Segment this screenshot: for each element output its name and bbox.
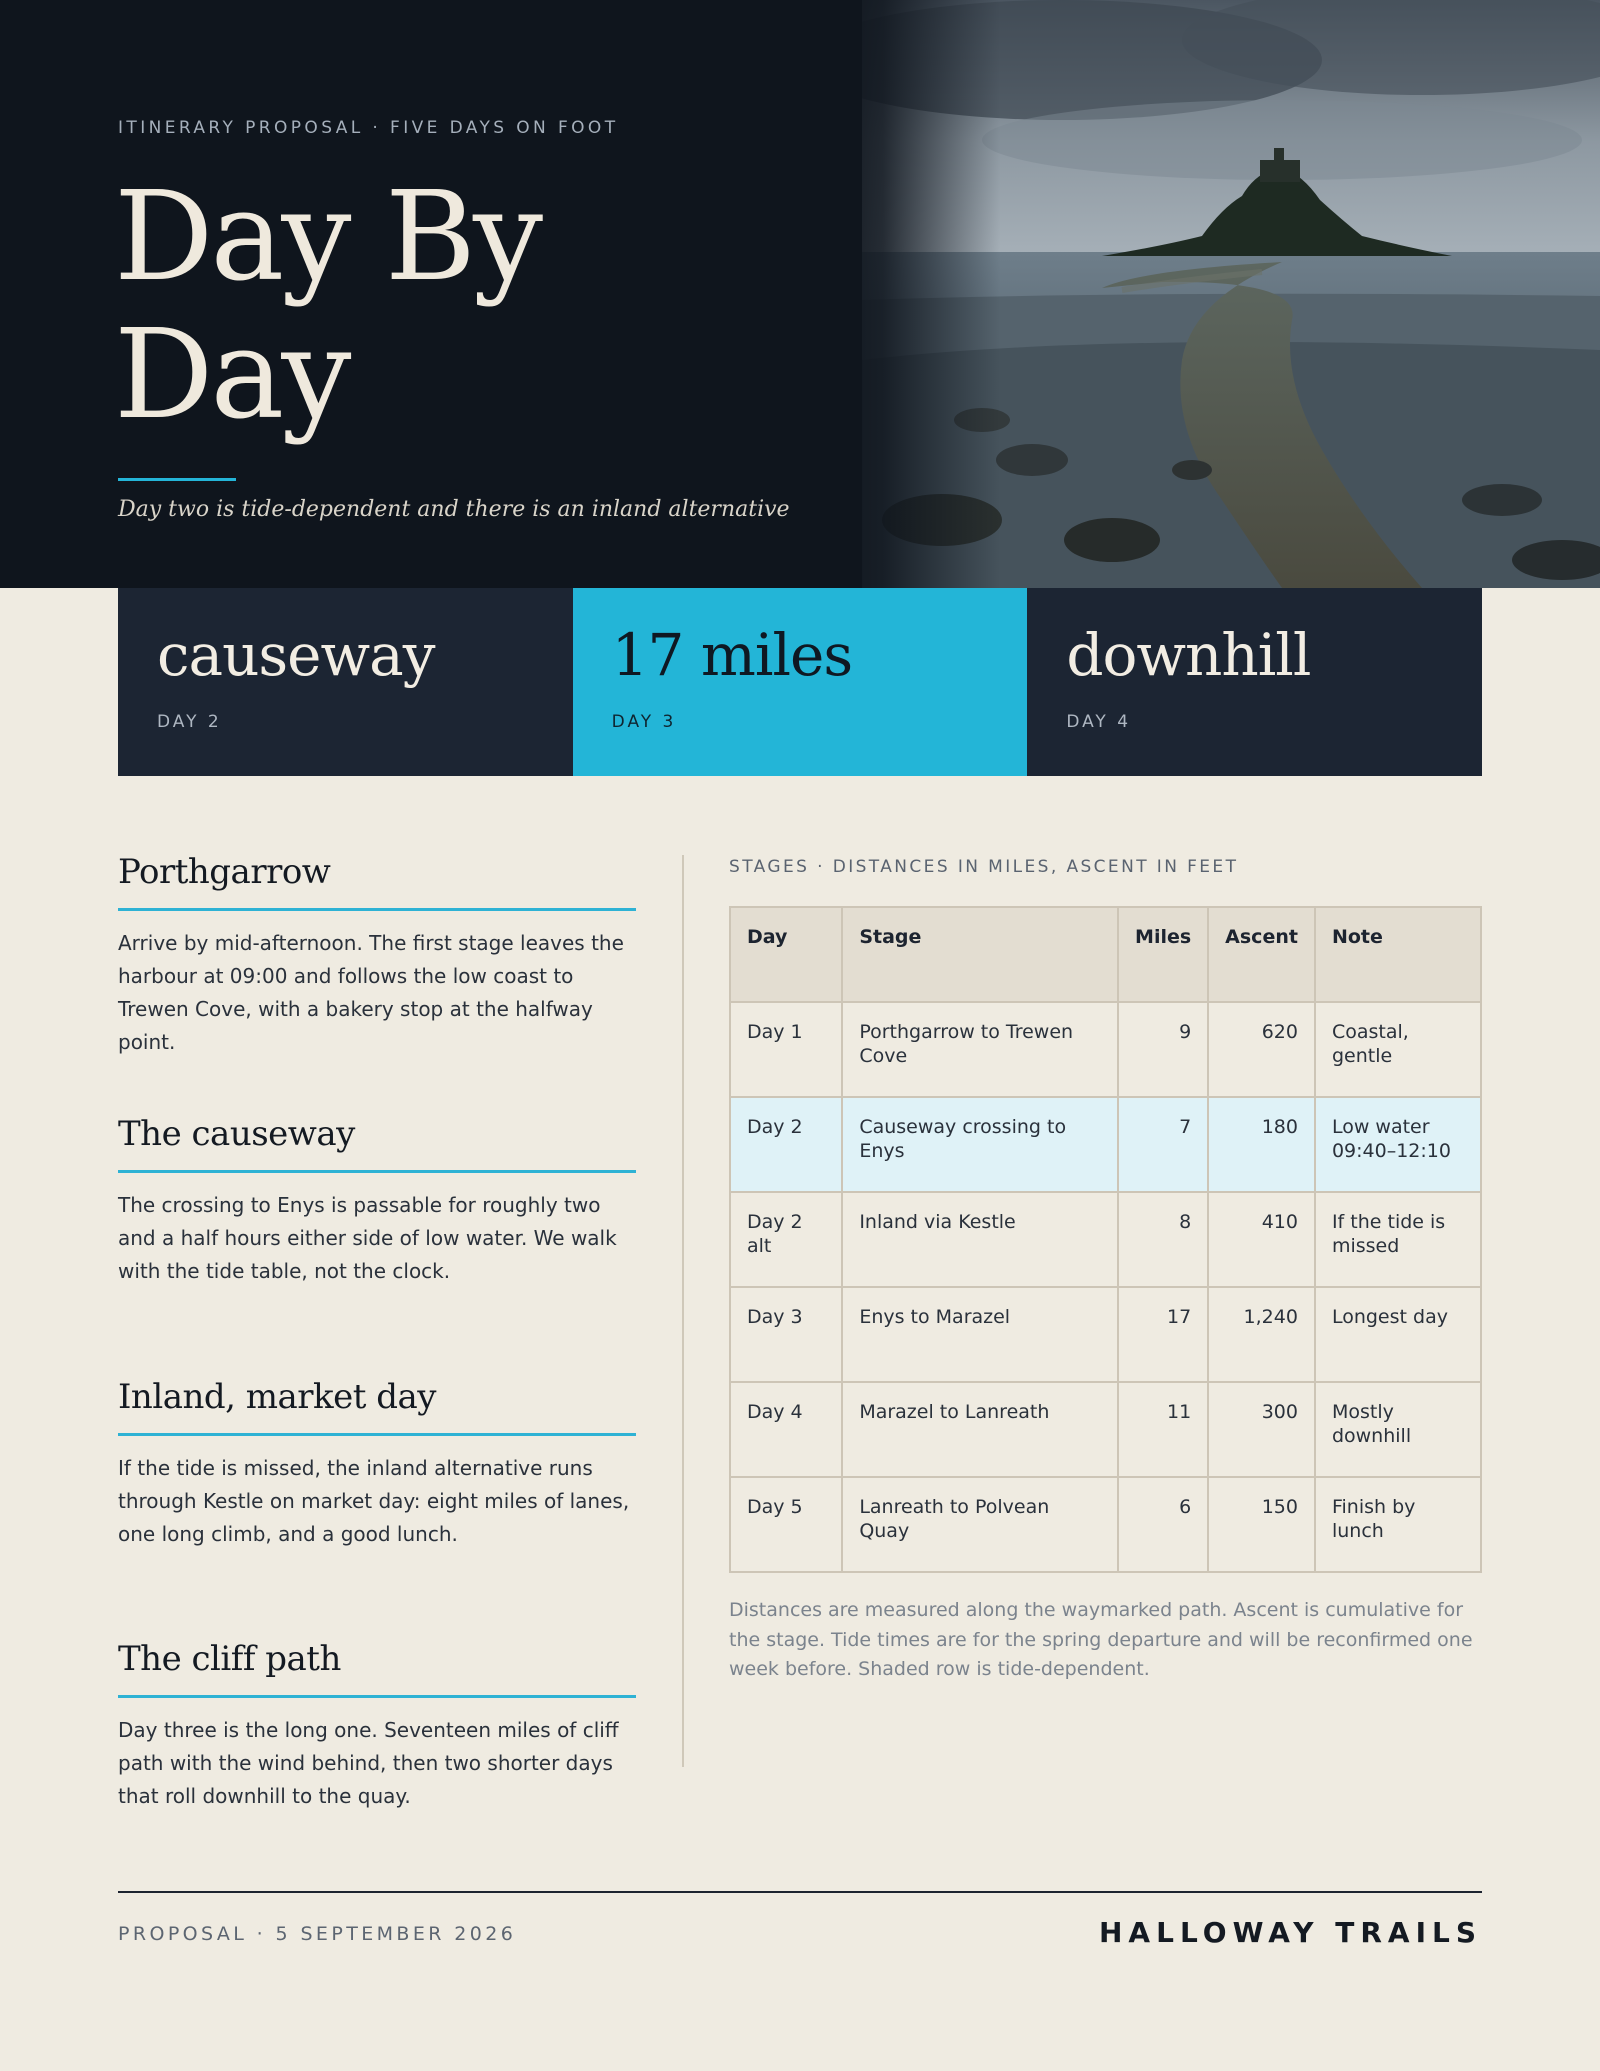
cell-miles: 17 (1118, 1287, 1208, 1382)
cell-note: Mostly downhill (1315, 1382, 1481, 1477)
table-header-row (730, 907, 1481, 1002)
stat-label: DAY 4 (1066, 711, 1132, 732)
table-footnote: Distances are measured along the waymarked path. Ascent is cumulative for the stage. Tide times are for the spring departure and will be reconfirmed one week before. Shaded row is tide-dependent. (729, 1599, 1473, 1680)
cell-stage: Inland via Kestle (842, 1192, 1118, 1287)
stat-band (118, 588, 1482, 776)
cell-note: Low water 09:40–12:10 (1315, 1097, 1481, 1192)
section-body: The crossing to Enys is passable for roughly two and a half hours either side of low water. We walk with the tide table, not the clock. (118, 1193, 617, 1283)
cell-miles: 11 (1118, 1382, 1208, 1477)
header-stage: Stage (842, 907, 1118, 1002)
cell-ascent: 620 (1208, 1002, 1315, 1097)
stat-value: 17 miles (611, 621, 853, 689)
section-rule (118, 1170, 636, 1173)
section-cliff-path (118, 1639, 636, 1813)
cell-day: Day 4 (730, 1382, 842, 1477)
header-ascent: Ascent (1208, 907, 1315, 1002)
table-row (730, 1287, 1481, 1382)
hero-subtitle: Day two is tide-dependent and there is an inland alternative (118, 497, 790, 522)
header-day: Day (730, 907, 842, 1002)
cell-note: Finish by lunch (1315, 1477, 1481, 1572)
accent-rule (118, 478, 236, 481)
hero-banner (0, 0, 1600, 588)
table-row (730, 1477, 1481, 1572)
cell-ascent: 1,240 (1208, 1287, 1315, 1382)
stat-value: causeway (157, 621, 435, 689)
header-note: Note (1315, 907, 1481, 1002)
cell-miles: 7 (1118, 1097, 1208, 1192)
section-causeway (118, 1114, 636, 1288)
cell-day: Day 3 (730, 1287, 842, 1382)
section-heading: The cliff path (118, 1639, 341, 1679)
page-title: Day By Day (114, 165, 540, 447)
cell-day: Day 2 (730, 1097, 842, 1192)
section-porthgarrow (118, 852, 636, 1059)
section-heading: Porthgarrow (118, 852, 331, 892)
table-row (730, 1002, 1481, 1097)
stat-day-2 (118, 588, 573, 776)
hero-eyebrow: ITINERARY PROPOSAL · FIVE DAYS ON FOOT (118, 118, 619, 138)
cell-note: Coastal, gentle (1315, 1002, 1481, 1097)
stat-day-4 (1027, 588, 1482, 776)
section-inland (118, 1377, 636, 1551)
stat-label: DAY 3 (611, 711, 677, 732)
cell-stage: Enys to Marazel (842, 1287, 1118, 1382)
stat-day-3 (573, 588, 1028, 776)
cell-note: If the tide is missed (1315, 1192, 1481, 1287)
cell-stage: Causeway crossing to Enys (842, 1097, 1118, 1192)
footer-date: PROPOSAL · 5 SEPTEMBER 2026 (118, 1923, 517, 1945)
section-body: Arrive by mid-afternoon. The first stage leaves the harbour at 09:00 and follows the low coast to Trewen Cove, with a bakery stop at the halfway point. (118, 931, 624, 1054)
stat-label: DAY 2 (157, 711, 222, 732)
cell-day: Day 1 (730, 1002, 842, 1097)
cell-day: Day 2 alt (730, 1192, 842, 1287)
section-rule (118, 1433, 636, 1436)
section-heading: The causeway (118, 1114, 355, 1154)
cell-miles: 9 (1118, 1002, 1208, 1097)
table-row (730, 1192, 1481, 1287)
header-miles: Miles (1118, 907, 1208, 1002)
stages-table (729, 906, 1482, 1573)
cell-ascent: 410 (1208, 1192, 1315, 1287)
brand-wordmark: HALLOWAY TRAILS (1099, 1916, 1482, 1949)
cell-ascent: 150 (1208, 1477, 1315, 1572)
table-caption: STAGES · DISTANCES IN MILES, ASCENT IN FEET (729, 857, 1239, 877)
section-heading: Inland, market day (118, 1377, 436, 1417)
table-row-shaded (730, 1097, 1481, 1192)
cell-ascent: 300 (1208, 1382, 1315, 1477)
cell-stage: Lanreath to Polvean Quay (842, 1477, 1118, 1572)
section-body: Day three is the long one. Seventeen miles of cliff path with the wind behind, then two shorter days that roll downhill to the quay. (118, 1718, 619, 1808)
cell-ascent: 180 (1208, 1097, 1315, 1192)
cell-miles: 8 (1118, 1192, 1208, 1287)
cell-miles: 6 (1118, 1477, 1208, 1572)
table-row (730, 1382, 1481, 1477)
cell-day: Day 5 (730, 1477, 842, 1572)
cell-stage: Marazel to Lanreath (842, 1382, 1118, 1477)
cell-note: Longest day (1315, 1287, 1481, 1382)
stat-value: downhill (1066, 621, 1311, 689)
footer-rule (118, 1891, 1482, 1893)
section-body: If the tide is missed, the inland alternative runs through Kestle on market day: eight miles of lanes, one long climb, and a good lunch. (118, 1456, 630, 1546)
cell-stage: Porthgarrow to Trewen Cove (842, 1002, 1118, 1097)
section-rule (118, 908, 636, 911)
hero-photo-fade (820, 0, 1000, 588)
section-rule (118, 1695, 636, 1698)
column-divider (682, 855, 684, 1767)
